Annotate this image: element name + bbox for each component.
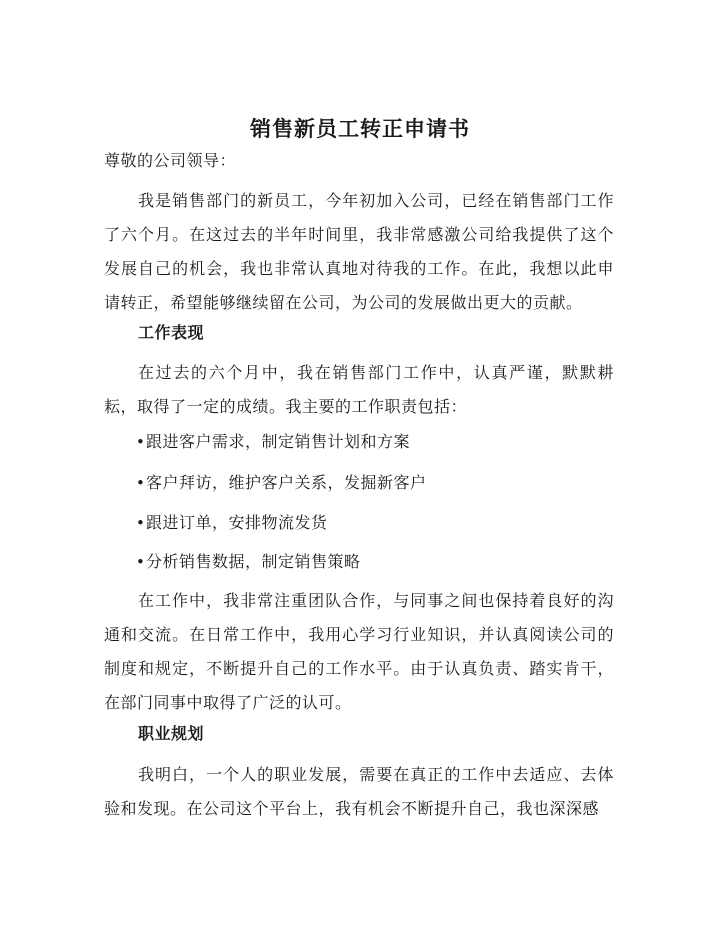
list-item [136,545,361,579]
career-plan-paragraph: 我明白，一个人的职业发展，需要在真正的工作中去适应、去体验和发现。在公司这个平台上，我有机会不断提升自己，我也深深感 [104,765,614,818]
bullet-icon: • [136,514,146,532]
list-item [136,506,328,540]
bullet-icon: • [136,433,146,451]
intro-paragraph: 我是销售部门的新员工，今年初加入公司，已经在销售部门工作了六个月。在这过去的半年时间里，我非常感激公司给我提供了这个发展自己的机会，我也非常认真地对待我的工作。在此，我想以此申请转正，希望能够继续留在公司，为公司的发展做出更大的贡献。 [104,191,614,312]
list-item [136,425,410,459]
list-item-text: 跟进客户需求，制定销售计划和方案 [146,432,411,451]
document-title: 销售新员工转正申请书 [250,116,470,141]
list-item [136,466,427,500]
section-heading-career-plan: 职业规划 [138,724,205,743]
section-heading-work-performance: 工作表现 [138,323,205,342]
bullet-icon: • [136,553,146,571]
list-item-text: 客户拜访，维护客户关系，发掘新客户 [146,473,427,492]
list-item-text: 分析销售数据，制定销售策略 [146,552,361,571]
bullet-icon: • [136,474,146,492]
salutation: 尊敬的公司领导： [104,151,237,170]
list-item-text: 跟进订单，安排物流发货 [146,513,328,532]
teamwork-paragraph: 在工作中，我非常注重团队合作，与同事之间也保持着良好的沟通和交流。在日常工作中，我用心学习行业知识，并认真阅读公司的制度和规定，不断提升自己的工作水平。由于认真负责、踏实肯干，在部门同事中取得了广泛的认可。 [104,591,614,712]
work-performance-paragraph: 在过去的六个月中，我在销售部门工作中，认真严谨，默默耕耘，取得了一定的成绩。我主要的工作职责包括： [104,363,614,416]
